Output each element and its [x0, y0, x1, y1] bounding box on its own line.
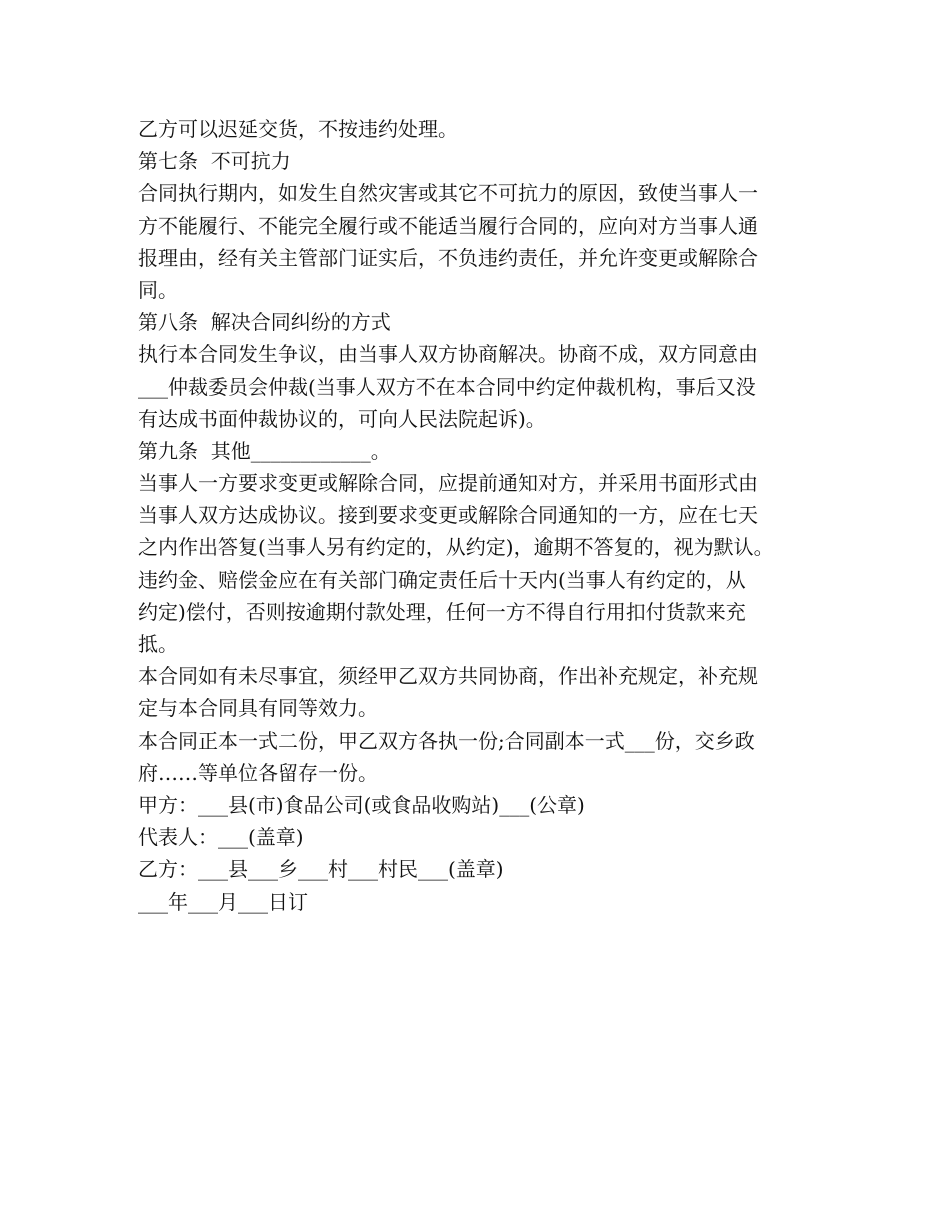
text-line: 府……等单位各留存一份。 — [138, 760, 378, 785]
text-line: 抵。 — [138, 632, 178, 656]
text-line: 当事人双方达成协议。接到要求变更或解除合同通知的一方，应在七天 — [138, 503, 758, 528]
section-heading-force-majeure: 第七条 不可抗力 — [138, 149, 291, 174]
text-line: 执行本合同发生争议，由当事人双方协商解决。协商不成，双方同意由 — [138, 342, 758, 367]
text-line: 乙方可以迟延交货，不按违约处理。 — [138, 117, 458, 141]
text-line: 有达成书面仲裁协议的，可向人民法院起诉)。 — [138, 406, 546, 431]
signing-date-line: ___年___月___日订 — [138, 889, 308, 914]
text-line: 本合同如有未尽事宜，须经甲乙双方共同协商，作出补充规定，补充规 — [138, 664, 758, 689]
text-line: 报理由，经有关主管部门证实后，不负违约责任，并允许变更或解除合 — [138, 245, 758, 270]
text-line: 同。 — [138, 277, 178, 302]
party-a-signature-line: 甲方：___县(市)食品公司(或食品收购站)___(公章) — [138, 792, 585, 817]
party-b-signature-line: 乙方：___县___乡___村___村民___(盖章) — [138, 857, 504, 882]
text-line: 当事人一方要求变更或解除合同，应提前通知对方，并采用书面形式由 — [138, 471, 758, 496]
text-line: 合同执行期内，如发生自然灾害或其它不可抗力的原因，致使当事人一 — [138, 181, 758, 206]
text-line: 之内作出答复(当事人另有约定的，从约定)，逾期不答复的，视为默认。 — [138, 535, 774, 560]
section-heading-dispute-resolution: 第八条 解决合同纠纷的方式 — [138, 310, 391, 335]
section-heading-other: 第九条 其他____________。 — [138, 438, 391, 463]
text-line: ___仲裁委员会仲裁(当事人双方不在本合同中约定仲裁机构，事后又没 — [138, 374, 756, 399]
text-line: 定与本合同具有同等效力。 — [138, 696, 378, 721]
text-line: 违约金、赔偿金应在有关部门确定责任后十天内(当事人有约定的，从 — [138, 567, 746, 592]
representative-signature-line: 代表人：___(盖章) — [138, 825, 304, 850]
text-line: 本合同正本一式二份，甲乙双方各执一份;合同副本一式___份，交乡政 — [138, 728, 755, 753]
text-line: 方不能履行、不能完全履行或不能适当履行合同的，应向对方当事人通 — [138, 213, 758, 238]
text-line: 约定)偿付，否则按逾期付款处理，任何一方不得自行用扣付货款来充 — [138, 599, 746, 624]
document-body — [138, 113, 828, 918]
